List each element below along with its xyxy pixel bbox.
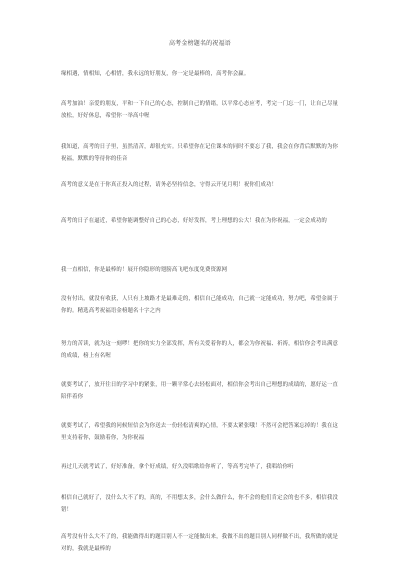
document-title: 高考金榜题名的祝福语 [168,40,231,47]
paragraph: 相信自己就好了，没什么大不了的，真的，不用想太多，会什么做什么，你不会的他们肯定会的也不多，相信我没错！ [61,495,339,513]
paragraph: 就要考试了，放开往日的学习中的紧张，用一颗平常心去轻松面对，相信你会考出自己理想的成绩的，愿好运一直陪伴着你 [61,382,339,400]
paragraph: 高考的意义是在于你真正投入的过程，请务必坚持信念，守得云开见月明！祝你们成功！ [61,182,278,188]
paragraph: 高考的日子在逼近，希望你能调整好自己的心态，好好发挥，考上理想的公大！我在为你祝福，一定会成功的 [61,218,327,224]
paragraph: 再过几天就考试了，好好准备，拿个好成绩，好久没唱歌给你听了，等高考完毕了，我唱给你听 [61,464,294,470]
paragraph: 就要考试了，希望我的问候短信会为你送去一份轻松清爽的心情，不要太紧张哦！不然可会把答案忘掉的！我在这里支持着你，鼓励着你，为你祝福 [61,423,339,441]
paragraph: 我知道，高考的日子里，虽然清苦，却很充实。只希望你在记住课本的同时不要忘了我，我会在你背后默默的为你祝福，默默的等待你的佳音 [61,144,339,162]
paragraph: 高考加油！亲爱的朋友，平和一下自己的心态，控制自己的情绪，以平常心态应考，考完一门忘一门，让自己尽量放松，好好休息，希望你一举高中喔 [61,101,339,119]
paragraph: 没有付出，就没有收获，人只有上坡路才是最难走的，相信自己能成功，自己就一定能成功，努力吧，希望金属于你的。精选高考祝福语金榜题名十字之内 [61,296,339,314]
paragraph: 缘相遇，情相知，心相惜，我永远的好朋友，你一定是最棒的，高考你会赢。 [61,71,250,77]
paragraph: 我一直相信，你是最棒的！展开你隐形的翅膀高飞吧东度免费资源网 [61,267,228,273]
paragraph: 高考没有什么大不了的，我能做得出的题目别人不一定能做出来，我做不出的题目别人同样做不出，我所做的就是对的，我就是最棒的 [61,534,339,552]
paragraph: 努力的苦读，就为这一刻啰！把你的实力全部发挥，所有关爱着你的人，都会为你祝福、祈祷，相信你会考出满意的成绩，榜上有名喔 [61,341,339,359]
